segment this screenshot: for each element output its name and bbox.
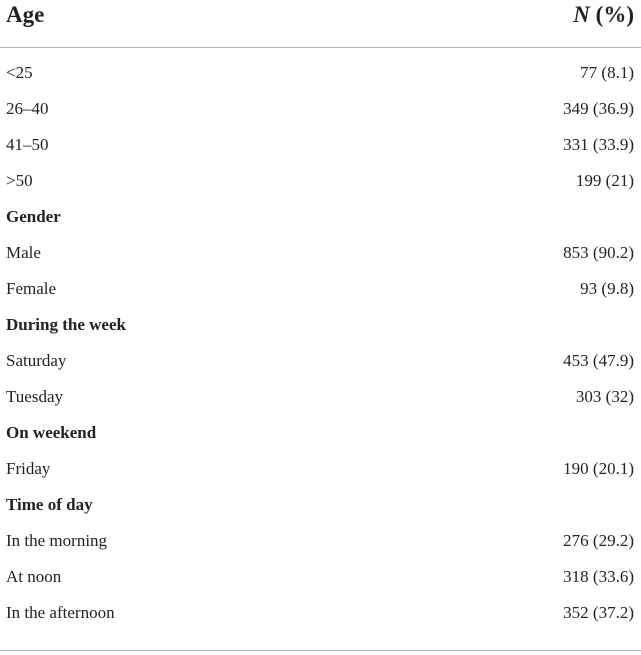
header-n-percent [573, 2, 634, 28]
table-row [0, 455, 641, 491]
row-label: In the afternoon [6, 603, 115, 622]
row-value: 453 (47.9) [563, 351, 634, 370]
header-n: N [573, 2, 590, 27]
section-header-gender [0, 203, 641, 239]
row-value: 190 (20.1) [563, 459, 634, 478]
table-row [0, 383, 641, 419]
row-label: Saturday [6, 351, 67, 370]
row-label: Male [6, 243, 41, 262]
row-label: 26–40 [6, 99, 49, 118]
row-label: Tuesday [6, 387, 63, 406]
table-row [0, 275, 641, 311]
table-row [0, 167, 641, 203]
table-row [0, 347, 641, 383]
row-label: 41–50 [6, 135, 49, 154]
row-label: >50 [6, 171, 33, 190]
row-value: 349 (36.9) [563, 99, 634, 118]
row-label: Friday [6, 459, 51, 478]
row-value: 331 (33.9) [563, 135, 634, 154]
table-row [0, 527, 641, 563]
row-value: 93 (9.8) [580, 279, 634, 298]
section-header-during-week [0, 311, 641, 347]
table-row [0, 599, 641, 635]
row-value: 853 (90.2) [563, 243, 634, 262]
section-label: On weekend [6, 423, 97, 442]
row-value: 303 (32) [575, 387, 634, 406]
section-header-on-weekend [0, 419, 641, 455]
row-value: 276 (29.2) [563, 531, 634, 550]
header-age: Age [6, 2, 45, 27]
header-divider [0, 47, 641, 48]
table-header [0, 0, 641, 36]
row-label: At noon [6, 567, 62, 586]
table-row [0, 239, 641, 275]
table-row [0, 563, 641, 599]
section-header-time-of-day [0, 491, 641, 527]
table-row [0, 59, 641, 95]
row-value: 199 (21) [575, 171, 634, 190]
table-row [0, 95, 641, 131]
row-label: <25 [6, 63, 33, 82]
section-label: Time of day [6, 495, 93, 514]
section-label: During the week [6, 315, 126, 334]
row-label: In the morning [6, 531, 108, 550]
row-value: 352 (37.2) [563, 603, 634, 622]
table-bottom-rule [0, 650, 641, 651]
row-label: Female [6, 279, 57, 298]
row-value: 318 (33.6) [563, 567, 634, 586]
row-value: 77 (8.1) [580, 63, 634, 82]
section-label: Gender [6, 207, 61, 226]
table-row [0, 131, 641, 167]
header-percent: (%) [589, 2, 634, 27]
